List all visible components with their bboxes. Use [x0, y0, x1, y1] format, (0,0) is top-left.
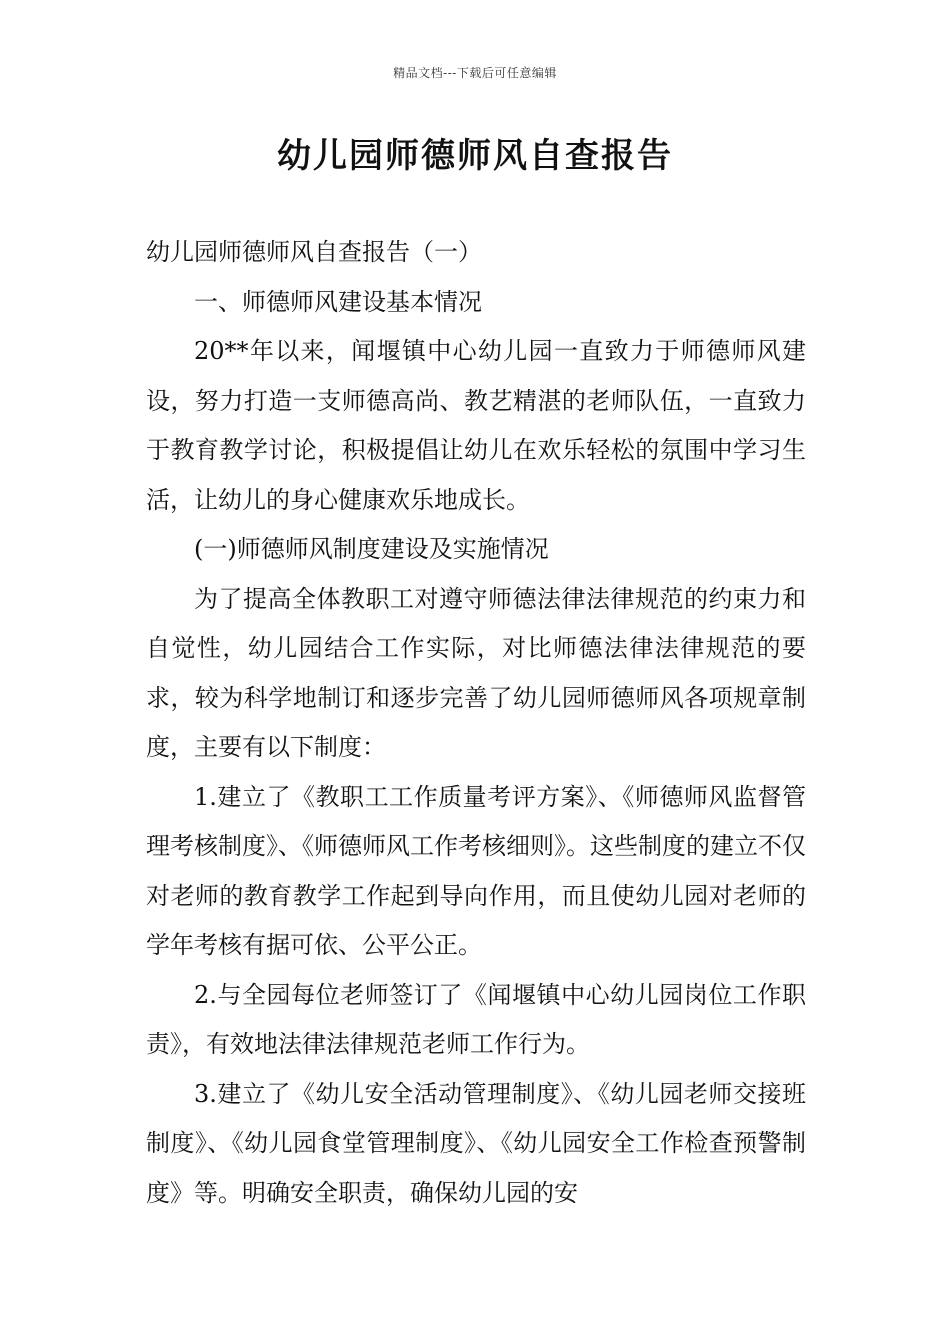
list-item-1: 1.建立了《教职工工作质量考评方案》、《师德师风监督管理考核制度》、《师德师风工作考核细则》。这些制度的建立不仅对老师的教育教学工作起到导向作用，而且使幼儿园对老师的学年考核有据可依、公平公正。 [146, 782, 806, 959]
list-item-2: 2.与全园每位老师签订了《闻堰镇中心幼儿园岗位工作职责》，有效地法律法律规范老师工作行为。 [146, 980, 806, 1058]
report-subtitle: 幼儿园师德师风自查报告（一） [146, 238, 482, 266]
header-note: 精品文档---下载后可任意编辑 [393, 66, 557, 80]
list-item-3: 3.建立了《幼儿安全活动管理制度》、《幼儿园老师交接班制度》、《幼儿园食堂管理制度》、《幼儿园安全工作检查预警制度》等。明确安全职责，确保幼儿园的安 [146, 1079, 806, 1207]
document-body [146, 228, 806, 1218]
subsection-heading: (一)师德师风制度建设及实施情况 [194, 535, 549, 563]
paragraph-rules: 为了提高全体教职工对遵守师德法律法律规范的约束力和自觉性，幼儿园结合工作实际，对比师德法律法律规范的要求，较为科学地制订和逐步完善了幼儿园师德师风各项规章制度，主要有以下制度： [146, 584, 806, 761]
paragraph-intro: 20**年以来，闻堰镇中心幼儿园一直致力于师德师风建设，努力打造一支师德高尚、教艺精湛的老师队伍，一直致力于教育教学讨论，积极提倡让幼儿在欢乐轻松的氛围中学习生活，让幼儿的身心健康欢乐地成长。 [146, 337, 806, 514]
section-heading: 一、师德师风建设基本情况 [194, 287, 482, 316]
document-title: 幼儿园师德师风自查报告 [277, 136, 673, 176]
